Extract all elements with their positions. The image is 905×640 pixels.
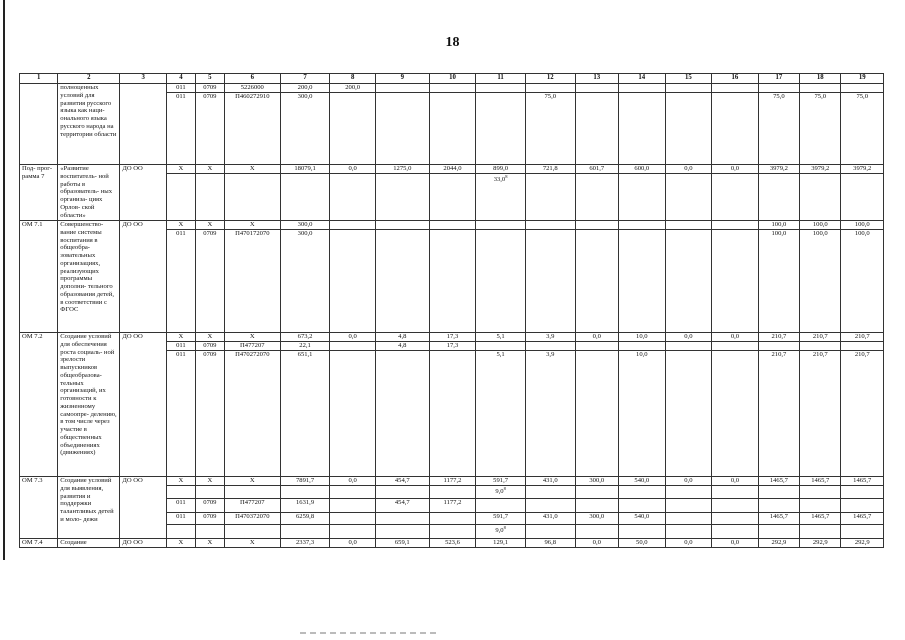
cell: 210,7: [800, 333, 841, 342]
cell: 4,8: [375, 342, 429, 351]
cell: [712, 525, 759, 539]
cell: 0,0: [330, 539, 376, 548]
table-row: [20, 539, 884, 548]
cell: [375, 93, 429, 165]
cell: 1177,2: [429, 477, 476, 486]
col-header: 11: [476, 74, 526, 84]
cell: [476, 84, 526, 93]
col-header: 1: [20, 74, 58, 84]
cell: [224, 486, 280, 499]
cell: 011: [166, 230, 195, 333]
cell: [800, 486, 841, 499]
cell: [575, 525, 618, 539]
cell: 0,0: [712, 165, 759, 174]
cell: [712, 513, 759, 525]
cell: [525, 525, 575, 539]
row-description: Совершенство- вание системы воспитания в общеобра- зовательных организациях, реализующих программы дополни- тельного образования детей, в соответствии с ФГОС: [58, 221, 120, 333]
cell: 5,1: [476, 333, 526, 342]
col-header: 6: [224, 74, 280, 84]
table-row: [20, 477, 884, 486]
cell: [575, 230, 618, 333]
cell: 5,1: [476, 351, 526, 477]
cell: [712, 499, 759, 513]
cell: 18079,1: [280, 165, 330, 174]
cell: [758, 174, 799, 221]
cell: 0709: [195, 93, 224, 165]
row-description: Создание условий для обеспечения роста социаль- ной зрелости выпускников общеобразова- тельных организаций, их готовности к жизненному самоопре- делению, в том числе через участие в общественных объединениях (движениях): [58, 333, 120, 477]
cell: [525, 84, 575, 93]
cell: 300,0: [575, 477, 618, 486]
cell-footnoted-value: [476, 486, 526, 499]
cell: 210,7: [758, 333, 799, 342]
cell: [800, 174, 841, 221]
cell: 300,0: [280, 93, 330, 165]
cell: ДО ОО: [120, 539, 167, 548]
budget-table: [19, 73, 884, 548]
cell: [665, 174, 712, 221]
footnoted-value: 9,0: [495, 488, 504, 496]
cell: 0,0: [575, 539, 618, 548]
cell: [712, 230, 759, 333]
cell: [429, 513, 476, 525]
cell: 673,2: [280, 333, 330, 342]
cell: 75,0: [841, 93, 884, 165]
row-description: Создание условий для выявления, развития и поддержки талантливых детей и моло- дежи: [58, 477, 120, 539]
cell: 3979,2: [800, 165, 841, 174]
cell: [476, 230, 526, 333]
cell: [375, 525, 429, 539]
cell: [575, 351, 618, 477]
cell: [429, 221, 476, 230]
cell: 1465,7: [758, 477, 799, 486]
cell: 523,6: [429, 539, 476, 548]
cell: [712, 221, 759, 230]
footnoted-value: 9,0: [495, 527, 504, 535]
cell: [758, 525, 799, 539]
col-header: 2: [58, 74, 120, 84]
table-row: [20, 165, 884, 174]
col-header: 13: [575, 74, 618, 84]
cell: [758, 342, 799, 351]
cell: [712, 84, 759, 93]
cell: 1465,7: [800, 513, 841, 525]
cell: 1465,7: [841, 477, 884, 486]
cell: [120, 84, 167, 165]
cell: Х: [166, 539, 195, 548]
cell: [575, 84, 618, 93]
cell: [665, 342, 712, 351]
cell: 0,0: [665, 477, 712, 486]
cell: 899,0: [476, 165, 526, 174]
cell: [665, 351, 712, 477]
cell: [841, 174, 884, 221]
cell: 300,0: [575, 513, 618, 525]
cell: [619, 230, 666, 333]
cell: 17,3: [429, 342, 476, 351]
cell: 4,8: [375, 333, 429, 342]
cell: 22,1: [280, 342, 330, 351]
faint-footer-text: [300, 632, 440, 634]
cell: [758, 499, 799, 513]
cell: [800, 499, 841, 513]
cell: Х: [224, 333, 280, 342]
cell: 292,9: [841, 539, 884, 548]
left-margin-rule: [3, 0, 5, 560]
cell: 210,7: [841, 351, 884, 477]
cell: 75,0: [800, 93, 841, 165]
cell: 0,0: [665, 539, 712, 548]
cell: 591,7: [476, 477, 526, 486]
cell: [429, 486, 476, 499]
cell: [525, 174, 575, 221]
cell: 300,0: [280, 221, 330, 230]
cell: [429, 230, 476, 333]
cell: [375, 84, 429, 93]
cell: [280, 486, 330, 499]
cell: [375, 230, 429, 333]
cell: 2044,0: [429, 165, 476, 174]
cell: П477207: [224, 499, 280, 513]
col-header: 12: [525, 74, 575, 84]
cell: [525, 486, 575, 499]
cell: [166, 486, 195, 499]
cell: 10,0: [619, 351, 666, 477]
cell: [280, 525, 330, 539]
cell: 0,0: [330, 165, 376, 174]
cell: 721,8: [525, 165, 575, 174]
cell: [712, 342, 759, 351]
cell: 0,0: [665, 333, 712, 342]
cell: 100,0: [758, 221, 799, 230]
cell: [758, 84, 799, 93]
cell: 0709: [195, 499, 224, 513]
cell: 200,0: [280, 84, 330, 93]
cell: [330, 230, 376, 333]
cell: 75,0: [525, 93, 575, 165]
cell: [841, 84, 884, 93]
cell: 0,0: [712, 477, 759, 486]
cell: [575, 499, 618, 513]
cell: Х: [224, 539, 280, 548]
row-description: Создание: [58, 539, 120, 548]
cell: [841, 525, 884, 539]
cell: ДО ОО: [120, 333, 167, 477]
cell: [195, 174, 224, 221]
cell: 0,0: [575, 333, 618, 342]
cell: 50,0: [619, 539, 666, 548]
cell: [330, 221, 376, 230]
cell: Х: [166, 477, 195, 486]
cell: Х: [195, 477, 224, 486]
cell: [575, 174, 618, 221]
cell: 3,9: [525, 351, 575, 477]
cell: [429, 174, 476, 221]
cell: 5226000: [224, 84, 280, 93]
footnote-mark: 8: [505, 174, 508, 179]
cell: 431,0: [525, 477, 575, 486]
cell: [575, 342, 618, 351]
cell: 17,3: [429, 333, 476, 342]
row-code: ОМ 7.3: [20, 477, 58, 539]
cell: 0,0: [665, 165, 712, 174]
cell: [429, 84, 476, 93]
cell: 431,0: [525, 513, 575, 525]
cell: 1465,7: [800, 477, 841, 486]
cell: 7891,7: [280, 477, 330, 486]
cell: 0,0: [712, 539, 759, 548]
cell: 210,7: [841, 333, 884, 342]
cell: 129,1: [476, 539, 526, 548]
col-header: 14: [619, 74, 666, 84]
cell: [665, 221, 712, 230]
cell: 96,8: [525, 539, 575, 548]
cell: [525, 342, 575, 351]
cell: [800, 84, 841, 93]
cell: [330, 499, 376, 513]
col-header: 4: [166, 74, 195, 84]
cell: 100,0: [841, 221, 884, 230]
row-description: «Развитие воспитатель- ной работы в образователь- ных организа- циях Орлов- ской области»: [58, 165, 120, 221]
cell: 601,7: [575, 165, 618, 174]
cell: [330, 93, 376, 165]
col-header: 3: [120, 74, 167, 84]
cell: [575, 486, 618, 499]
cell: [841, 499, 884, 513]
cell: [619, 486, 666, 499]
cell: 591,7: [476, 513, 526, 525]
cell: [619, 342, 666, 351]
cell: 1631,9: [280, 499, 330, 513]
col-header: 8: [330, 74, 376, 84]
col-header: 9: [375, 74, 429, 84]
cell: 0709: [195, 342, 224, 351]
cell: 1465,7: [758, 513, 799, 525]
cell: [758, 486, 799, 499]
cell: Х: [166, 221, 195, 230]
cell: [665, 84, 712, 93]
cell: [712, 351, 759, 477]
cell: 100,0: [841, 230, 884, 333]
cell: [841, 342, 884, 351]
cell: 75,0: [758, 93, 799, 165]
cell: [476, 93, 526, 165]
cell-footnoted-value: [476, 174, 526, 221]
col-header: 5: [195, 74, 224, 84]
cell: [166, 174, 195, 221]
cell: 292,9: [800, 539, 841, 548]
cell: 300,0: [280, 230, 330, 333]
cell: 011: [166, 513, 195, 525]
cell: [330, 513, 376, 525]
cell: 292,9: [758, 539, 799, 548]
row-code: Под- прог- рамма 7: [20, 165, 58, 221]
cell: [575, 93, 618, 165]
cell: 0709: [195, 84, 224, 93]
cell: [712, 174, 759, 221]
table-row: [20, 221, 884, 230]
cell: [619, 174, 666, 221]
cell: 454,7: [375, 499, 429, 513]
row-code: ОМ 7.4: [20, 539, 58, 548]
column-number-row: [20, 74, 884, 84]
cell: 011: [166, 342, 195, 351]
cell: 100,0: [758, 230, 799, 333]
cell: [619, 221, 666, 230]
cell: 100,0: [800, 230, 841, 333]
cell: 011: [166, 93, 195, 165]
table-row: [20, 84, 884, 93]
cell: [712, 486, 759, 499]
cell: [619, 84, 666, 93]
cell: [375, 513, 429, 525]
cell: 454,7: [375, 477, 429, 486]
cell: П477207: [224, 342, 280, 351]
cell: 600,0: [619, 165, 666, 174]
cell: 540,0: [619, 513, 666, 525]
cell: 0709: [195, 230, 224, 333]
cell: 210,7: [800, 351, 841, 477]
cell: 1177,2: [429, 499, 476, 513]
cell: 0,0: [712, 333, 759, 342]
cell: [330, 342, 376, 351]
cell: Х: [224, 477, 280, 486]
cell: [712, 93, 759, 165]
cell: [665, 230, 712, 333]
footnote-mark: 8: [503, 486, 506, 491]
cell: [224, 174, 280, 221]
cell: [195, 525, 224, 539]
cell: Х: [166, 165, 195, 174]
cell: 3,9: [525, 333, 575, 342]
cell: Х: [166, 333, 195, 342]
cell: ДО ОО: [120, 165, 167, 221]
cell: П470172070: [224, 230, 280, 333]
cell: [525, 499, 575, 513]
cell: [665, 93, 712, 165]
cell: [375, 351, 429, 477]
cell: [375, 486, 429, 499]
cell: 540,0: [619, 477, 666, 486]
cell: [330, 486, 376, 499]
cell: [330, 351, 376, 477]
cell: [224, 525, 280, 539]
cell: 0,0: [330, 477, 376, 486]
cell: Х: [224, 165, 280, 174]
cell: 0709: [195, 351, 224, 477]
cell: [665, 486, 712, 499]
cell: 3979,2: [841, 165, 884, 174]
cell: [841, 486, 884, 499]
footnote-mark: 8: [503, 525, 506, 530]
cell: [280, 174, 330, 221]
col-header: 19: [841, 74, 884, 84]
cell: 0,0: [330, 333, 376, 342]
cell: 011: [166, 499, 195, 513]
cell: [800, 525, 841, 539]
cell: [330, 174, 376, 221]
cell: П470372070: [224, 513, 280, 525]
cell: 651,1: [280, 351, 330, 477]
col-header: 15: [665, 74, 712, 84]
cell: 100,0: [800, 221, 841, 230]
cell: 3979,2: [758, 165, 799, 174]
cell: Х: [224, 221, 280, 230]
cell: Х: [195, 539, 224, 548]
cell: [575, 221, 618, 230]
cell: [429, 93, 476, 165]
cell: 011: [166, 84, 195, 93]
cell: 10,0: [619, 333, 666, 342]
cell: 0709: [195, 513, 224, 525]
cell: [665, 499, 712, 513]
cell: 210,7: [758, 351, 799, 477]
cell: Х: [195, 333, 224, 342]
col-header: 17: [758, 74, 799, 84]
cell: [195, 486, 224, 499]
cell: [525, 230, 575, 333]
cell: [476, 221, 526, 230]
cell: П470272070: [224, 351, 280, 477]
cell: 6259,8: [280, 513, 330, 525]
cell: [375, 221, 429, 230]
cell: 1275,0: [375, 165, 429, 174]
page-number: 18: [445, 35, 460, 50]
cell: [525, 221, 575, 230]
cell: 2337,3: [280, 539, 330, 548]
cell: [166, 525, 195, 539]
row-code: ОМ 7.1: [20, 221, 58, 333]
cell: [665, 525, 712, 539]
cell: Х: [195, 165, 224, 174]
cell: [619, 93, 666, 165]
col-header: 18: [800, 74, 841, 84]
cell: ДО ОО: [120, 477, 167, 539]
cell: [619, 499, 666, 513]
cell: П460272910: [224, 93, 280, 165]
cell: 1465,7: [841, 513, 884, 525]
cell: 011: [166, 351, 195, 477]
table-row: [20, 333, 884, 342]
cell: [476, 499, 526, 513]
cell: [429, 351, 476, 477]
row-code: ОМ 7.2: [20, 333, 58, 477]
cell: Х: [195, 221, 224, 230]
cell: [619, 525, 666, 539]
cell: ДО ОО: [120, 221, 167, 333]
cell: 200,0: [330, 84, 376, 93]
cell: [800, 342, 841, 351]
col-header: 7: [280, 74, 330, 84]
cell-footnoted-value: [476, 525, 526, 539]
cell: [665, 513, 712, 525]
col-header: 16: [712, 74, 759, 84]
footnoted-value: 33,0: [493, 176, 506, 184]
col-header: 10: [429, 74, 476, 84]
cell: [429, 525, 476, 539]
cell: [375, 174, 429, 221]
cell: [330, 525, 376, 539]
cell: 659,1: [375, 539, 429, 548]
row-description: полноценных условий для развития русского языка как наци- онального языка русского народа на территории области: [58, 84, 120, 165]
cell: [20, 84, 58, 165]
cell: [476, 342, 526, 351]
